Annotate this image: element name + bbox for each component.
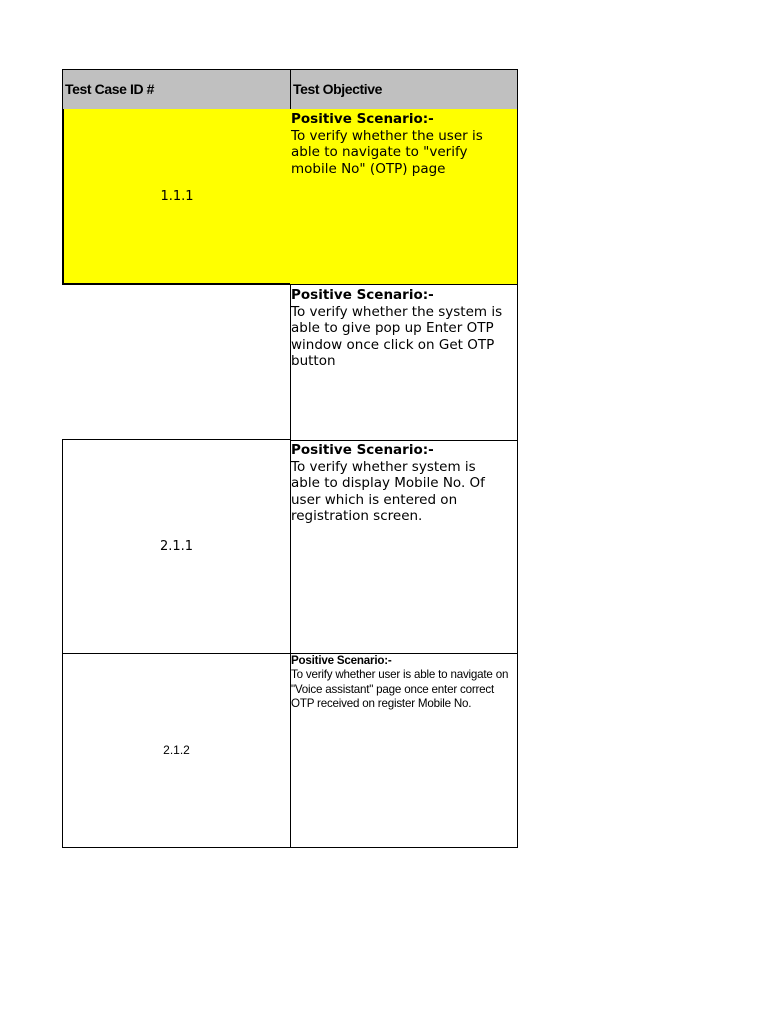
row-1-test-case-id: 1.1.1	[62, 109, 291, 285]
row-4-objective-text: To verify whether user is able to navigate on "Voice assistant" page once enter correct OTP received on register Mobile No.	[291, 668, 509, 711]
row-4-scenario-title: Positive Scenario:-	[291, 654, 392, 667]
row-1-test-objective	[290, 109, 518, 285]
row-1-objective-text: To verify whether the user is able to navigate to "verify mobile No" (OTP) page	[291, 127, 483, 177]
row-3-test-objective	[290, 440, 518, 654]
header-test-objective: Test Objective	[290, 69, 518, 110]
header-test-case-id: Test Case ID #	[62, 69, 291, 110]
row-2-test-objective	[290, 285, 518, 441]
row-2-objective-text: To verify whether the system is able to give pop up Enter OTP window once click on Get OTP button	[291, 303, 503, 370]
row-3-objective-text: To verify whether system is able to display Mobile No. Of user which is entered on registration screen.	[291, 458, 485, 525]
row-3-test-case-id: 2.1.1	[62, 439, 291, 654]
row-4-test-case-id: 2.1.2	[62, 653, 291, 848]
row-1-scenario-title: Positive Scenario:-	[291, 111, 434, 127]
row-2-scenario-title: Positive Scenario:-	[291, 287, 434, 303]
test-case-table	[62, 69, 518, 848]
row-2-test-case-id	[62, 285, 291, 440]
row-3-scenario-title: Positive Scenario:-	[291, 442, 434, 458]
row-4-test-objective	[290, 653, 518, 848]
